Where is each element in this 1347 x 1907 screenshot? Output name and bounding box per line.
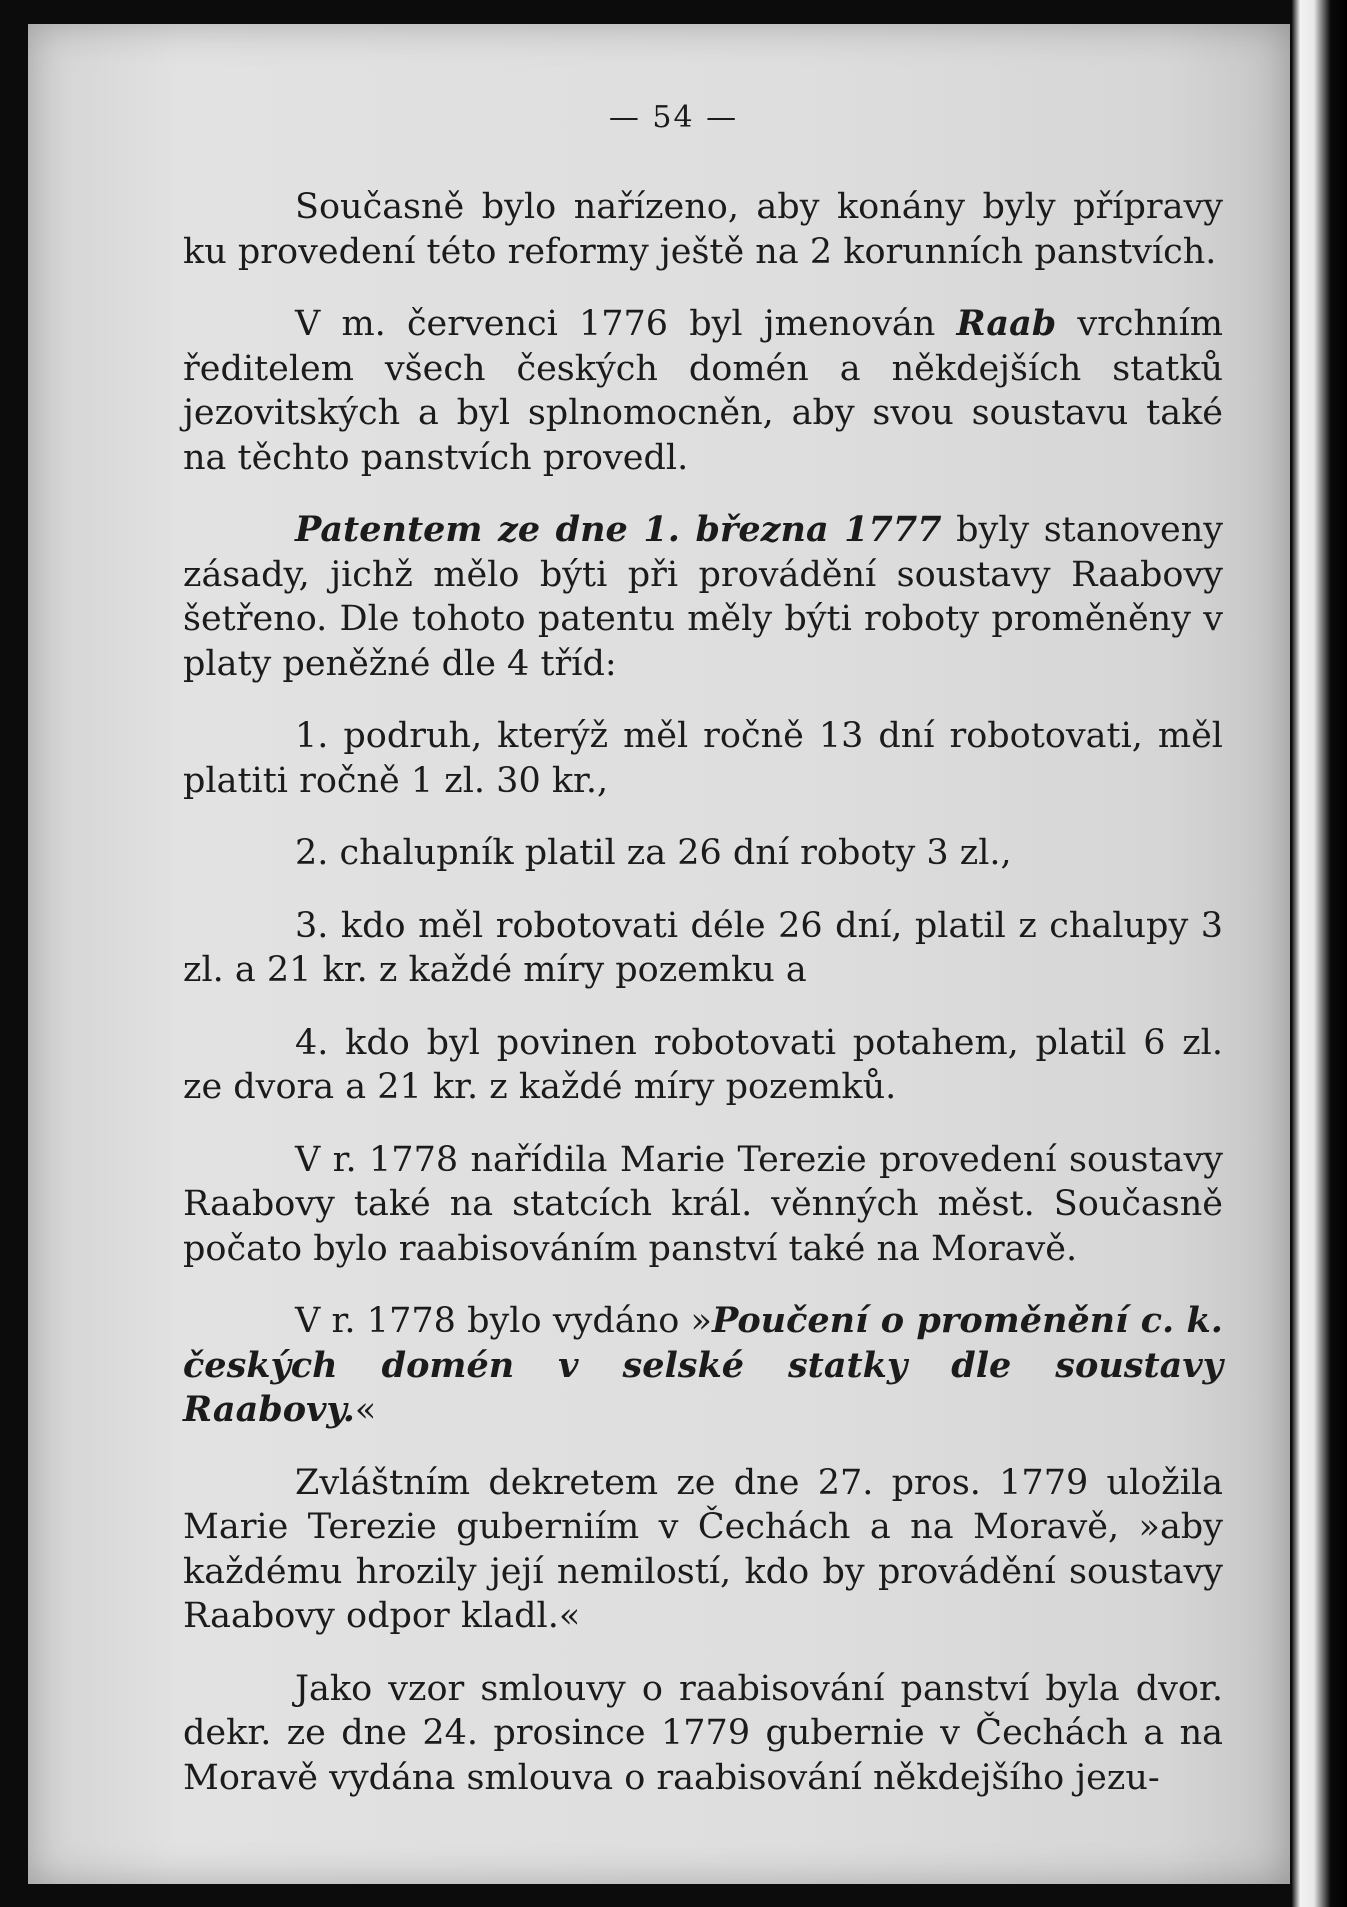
page-number: — 54 — [608,100,739,135]
paragraph-5: V r. 1778 bylo vydáno »Poučení o proměnění c. k. českých domén v selské statky dle soustavy Raabovy.« [183,1300,1223,1430]
paragraph-2: V m. červenci 1776 byl jmenován Raab vrchním ředitelem všech českých domén a někdejších statků jezovitských a byl splnomocněn, aby svou soustavu také na těchto panstvích provedl. [183,303,1223,478]
emphasis-pouceni: Poučení o proměnění c. k. českých domén v selské statky dle soustavy Raabovy. [183,1300,1223,1430]
list-item-3: 3. kdo měl robotovati déle 26 dní, platil z chalupy 3 zl. a 21 kr. z každé míry pozemku a [183,905,1223,990]
list-item-2: 2. chalupník platil za 26 dní roboty 3 zl., [295,833,1012,873]
paragraph-6: Zvláštním dekretem ze dne 27. pros. 1779 uložila Marie Terezie guberniím v Čechách a na Moravě, »aby každému hrozily její nemilostí, kdo by provádění soustavy Raabovy odpor kladl.« [183,1462,1223,1636]
book-spine [1292,0,1347,1907]
emphasis-raab: Raab [956,303,1057,344]
paragraph-3: Patentem ze dne 1. března 1777 byly stanoveny zásady, jichž mělo býti při provádění soustavy Raabovy šetřeno. Dle tohoto patentu měly býti roboty proměněny v platy peněžné dle 4 tříd: [183,509,1224,684]
list-item-4: 4. kdo byl povinen robotovati potahem, platil 6 zl. ze dvora a 21 kr. z každé míry pozemků. [183,1022,1223,1107]
page-body [183,185,1223,1828]
paragraph-7: Jako vzor smlouvy o raabisování panství byla dvor. dekr. ze dne 24. prosince 1779 gubernie v Čechách a na Moravě vydána smlouva o raabisování někdejšího jezu- [183,1668,1223,1798]
paragraph-1: Současně bylo nařízeno, aby konány byly přípravy ku provedení této reformy ještě na 2 korunních panstvích. [183,187,1223,272]
list-item-1: 1. podruh, kterýž měl ročně 13 dní robotovati, měl platiti ročně 1 zl. 30 kr., [183,716,1223,801]
paragraph-4: V r. 1778 nařídila Marie Terezie provedení soustavy Raabovy také na statcích král. věnných měst. Současně počato bylo raabisováním panství také na Moravě. [183,1139,1223,1269]
emphasis-patent: Patentem ze dne 1. března 1777 [295,509,942,550]
